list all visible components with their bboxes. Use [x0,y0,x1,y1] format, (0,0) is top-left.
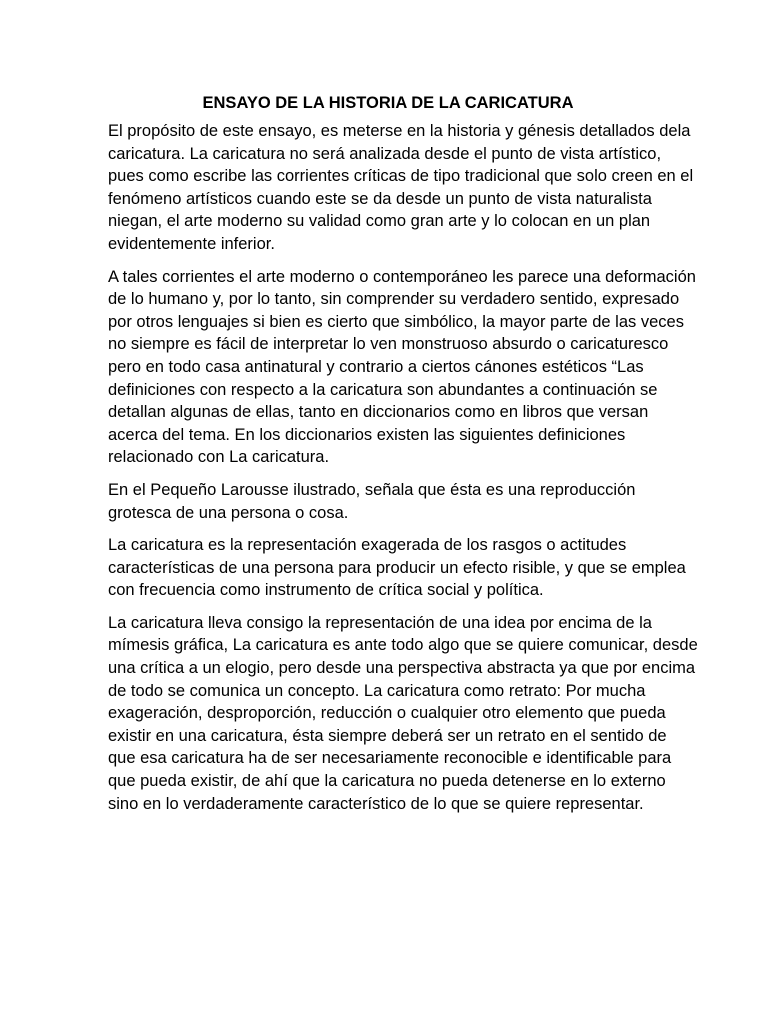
paragraph-1: El propósito de este ensayo, es meterse en la historia y génesis detallados dela caricatura. La caricatura no será analizada desde el punto de vista artístico, pues como escribe las corrientes críticas de tipo tradicional que solo creen en el fenómeno artísticos cuando este se da desde un punto de vista naturalista niegan, el arte moderno su validad como gran arte y lo colocan en un plan evidentemente inferior. [108,122,694,253]
paragraph-5: La caricatura lleva consigo la representación de una idea por encima de la mímesis gráfica, La caricatura es ante todo algo que se quiere comunicar, desde una crítica a un elogio, pero desde una perspectiva abstracta ya que por encima de todo se comunica un concepto. La caricatura como retrato: Por mucha exageración, desproporción, reducción o cualquier otro elemento que pueda existir en una caricatura, ésta siempre deberá ser un retrato en el sentido de que esa caricatura ha de ser necesariamente reconocible e identificable para que pueda existir, de ahí que la caricatura no pueda detenerse en lo externo sino en lo verdaderamente característico de lo que se quiere representar. [108,613,698,813]
document-title: ENSAYO DE LA HISTORIA DE LA CARICATURA [202,94,574,112]
paragraph-4: La caricatura es la representación exagerada de los rasgos o actitudes características de una persona para producir un efecto risible, y que se emplea con frecuencia como instrumento de crítica social y política. [108,536,686,600]
paragraph-2: A tales corrientes el arte moderno o contemporáneo les parece una deformación de lo humano y, por lo tanto, sin comprender su verdadero sentido, expresado por otros lenguajes si bien es cierto que simbólico, la mayor parte de las veces no siempre es fácil de interpretar lo ven monstruoso absurdo o caricaturesco pero en todo casa antinatural y contrario a ciertos cánones estéticos “Las definiciones con respecto a la caricatura son abundantes a continuación se detallan algunas de ellas, tanto en diccionarios como en libros que versan acerca del tema. En los diccionarios existen las siguientes definiciones relacionado con La caricatura. [108,267,696,467]
paragraph-3: En el Pequeño Larousse ilustrado, señala que ésta es una reproducción grotesca de una persona o cosa. [108,480,636,522]
